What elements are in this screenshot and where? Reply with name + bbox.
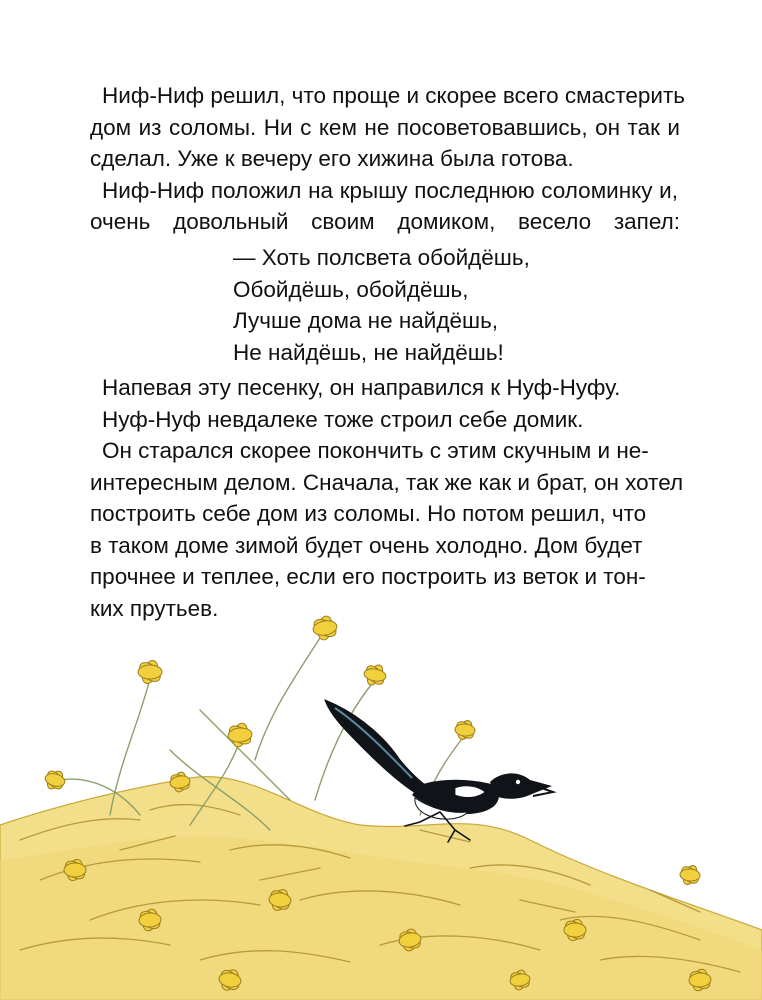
text-line [90,530,643,562]
text-line-content: очень довольный своим домиком, весело запел: [90,209,680,234]
text-top [90,80,686,238]
text-line [102,80,686,112]
flower [226,722,254,749]
text-line-content: Ниф-Ниф положил на крышу последнюю соломинку и, [102,177,678,203]
text-line-content: построить себе дом из соломы. Но потом решил, что [90,501,647,526]
text-line-content: прочнее и теплее, если его построить из веток и тон- [90,564,646,589]
text-line-content: в таком доме зимой будет очень холодно. Дом будет [90,532,643,558]
flower [454,718,477,741]
text-line [90,112,680,144]
poem [233,242,563,368]
text-line [102,404,680,436]
magpie-bird [325,700,553,842]
text-bottom [90,372,684,624]
text-line [102,372,680,404]
poem-line: Лучше дома не найдёшь, [233,308,499,333]
magpie-eye [516,780,520,784]
flower [136,658,163,685]
straw-pile-illustration [0,600,762,1000]
text-line-content: Напевая эту песенку, он направился к Нуф-Нуфу. [102,375,621,400]
poem-line: Не найдёшь, не найдёшь! [233,339,504,365]
text-line-content: сделал. Уже к вечеру его хижина была готова. [90,146,574,171]
text-line [90,467,684,499]
magpie-tail [325,700,432,798]
flower [363,662,387,687]
text-line [90,143,680,175]
text-line-content: ких прутьев. [90,595,219,621]
text-line-content: дом из соломы. Ни с кем не посоветовавшись, он так и [90,114,680,140]
poem-line: — Хоть полсвета обойдёшь, [233,245,530,270]
poem-line: Обойдёшь, обойдёшь, [233,276,469,302]
flower [679,863,702,886]
flower [44,768,66,791]
text-line [90,206,680,238]
text-line-content: интересным делом. Сначала, так же как и брат, он хотел [90,469,684,495]
text-line [102,435,649,467]
text-line-content: Он старался скорее покончить с этим скучным и не- [102,438,649,463]
flower [311,615,339,641]
text-line [90,498,647,530]
text-line [90,561,646,593]
text-line [102,175,678,207]
text-line-content: Ниф-Ниф решил, что проще и скорее всего смастерить [102,83,686,108]
text-line-content: Нуф-Нуф невдалеке тоже строил себе домик. [102,406,584,432]
